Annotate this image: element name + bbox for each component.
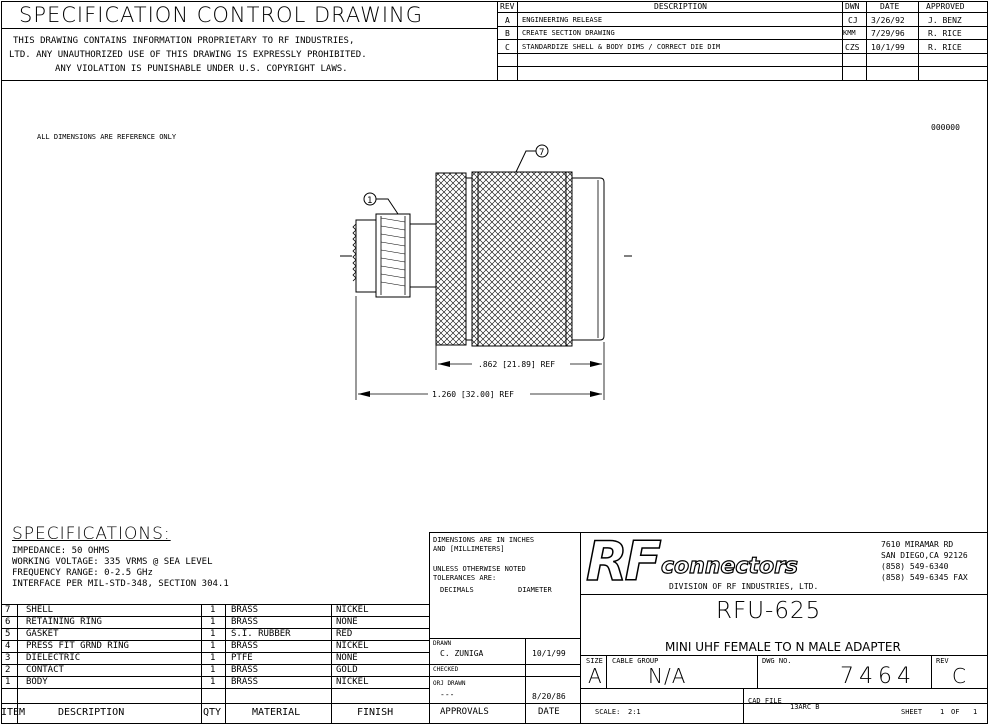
bom-description-1: BODY — [26, 677, 48, 687]
bom-material-5: S.I. RUBBER — [231, 629, 291, 639]
company-logo-word: connectors — [661, 554, 799, 579]
rev-row-c-date: 10/1/99 — [871, 43, 905, 52]
bom-qty-1: 1 — [210, 677, 216, 687]
shell-plain — [572, 178, 604, 340]
spec-line-frequency: FREQUENCY RANGE: 0-2.5 GHz — [12, 568, 153, 578]
bom-finish-6: NONE — [336, 617, 358, 627]
dimension-large: 1.260 [32.00] REF — [432, 390, 514, 399]
dimension-small: .862 [21.89] REF — [478, 360, 556, 369]
bom-description-5: GASKET — [26, 629, 59, 639]
bom-header-material: MATERIAL — [252, 707, 301, 718]
neck — [410, 224, 436, 287]
bom-item-3: 3 — [5, 653, 11, 663]
divider — [580, 594, 988, 595]
divider — [429, 638, 580, 639]
orig-drawn-date: 8/20/86 — [532, 692, 566, 701]
notice-line-1: THIS DRAWING CONTAINS INFORMATION PROPRIETARY TO RF INDUSTRIES, — [13, 36, 355, 46]
dwg-no-value: 7464 — [840, 664, 916, 689]
balloon-1-label: 1 — [367, 196, 373, 206]
gasket-groove — [466, 178, 472, 340]
tolerance-line-2: AND [MILLIMETERS] — [433, 545, 505, 553]
drawn-name: C. ZUNIGA — [440, 649, 484, 658]
part-code: 000000 — [931, 123, 960, 132]
company-logo-letters: RF — [586, 530, 659, 593]
approved-header: APPROVED — [926, 2, 965, 11]
rev-row-b-approved: R. RICE — [928, 29, 962, 38]
bom-material-4: BRASS — [231, 641, 259, 651]
rev-row-c-description: STANDARDIZE SHELL & BODY DIMS / CORRECT DIE DIM — [522, 43, 721, 51]
tolerance-line-1: DIMENSIONS ARE IN INCHES — [433, 536, 535, 544]
address-line-2: SAN DIEGO,CA 92126 — [881, 551, 968, 560]
bom-qty-6: 1 — [210, 617, 216, 627]
part-number: RFU-625 — [716, 598, 822, 624]
bom-finish-7: NICKEL — [336, 605, 369, 615]
orig-drawn-label: ORJ DRAWN — [433, 680, 466, 687]
bom-description-3: DIELECTRIC — [26, 653, 81, 663]
dwn-header: DWN — [845, 2, 860, 11]
orig-drawn-name: --- — [440, 690, 455, 699]
bom-finish-1: NICKEL — [336, 677, 369, 687]
date-header: DATE — [880, 2, 900, 11]
description-header: DESCRIPTION — [654, 2, 707, 11]
cad-file-label: CAD FILE — [748, 697, 782, 705]
threaded-end — [348, 220, 376, 292]
divider — [743, 688, 744, 724]
bom-item-6: 6 — [5, 617, 11, 627]
bom-header-finish: FINISH — [357, 707, 394, 718]
rev-row-c-rev: C — [505, 43, 510, 52]
bom-description-6: RETAINING RING — [26, 617, 102, 627]
bom-item-5: 5 — [5, 629, 11, 639]
scale-label: SCALE: — [595, 708, 621, 716]
divider — [580, 532, 581, 724]
rev-row-b-description: CREATE SECTION DRAWING — [522, 29, 615, 37]
tolerance-line-4: TOLERANCES ARE: — [433, 574, 497, 582]
rev-row-c-approved: R. RICE — [928, 43, 962, 52]
bom-qty-7: 1 — [210, 605, 216, 615]
date-label: DATE — [538, 707, 560, 717]
bom-item-1: 1 — [5, 677, 11, 687]
notice-line-2: LTD. ANY UNAUTHORIZED USE OF THIS DRAWING IS EXPRESSLY PROHIBITED. — [9, 50, 367, 60]
rev-row-b-dwn: KMM — [843, 29, 856, 37]
retaining-ring — [436, 173, 466, 345]
bom-material-6: BRASS — [231, 617, 259, 627]
divider — [525, 638, 526, 724]
dwg-no-label: DWG NO. — [762, 657, 792, 665]
divider — [429, 664, 580, 665]
scale-value: 2:1 — [628, 708, 641, 716]
size-value: A — [588, 664, 603, 688]
tolerance-line-3: UNLESS OTHERWISE NOTED — [433, 565, 526, 573]
spec-line-impedance: IMPEDANCE: 50 OHMS — [12, 546, 110, 556]
bom-qty-3: 1 — [210, 653, 216, 663]
sheet-value: 1 — [940, 708, 945, 716]
rev-row-b-date: 7/29/96 — [871, 29, 905, 38]
divider — [931, 655, 932, 688]
of-label: OF — [951, 708, 960, 716]
bom-material-3: PTFE — [231, 653, 253, 663]
address-line-3: (858) 549-6340 — [881, 562, 949, 571]
bom-qty-2: 1 — [210, 665, 216, 675]
address-line-4: (858) 549-6345 FAX — [881, 573, 968, 582]
divider — [429, 676, 580, 677]
bom-material-1: BRASS — [231, 677, 259, 687]
drawn-label: DRAWN — [433, 640, 452, 647]
thread-body — [376, 214, 410, 297]
rev-row-a-approved: J. BENZ — [928, 16, 962, 25]
bom-item-7: 7 — [5, 605, 11, 615]
bom-item-4: 4 — [5, 641, 11, 651]
rev-row-c-dwn: CZS — [845, 43, 860, 52]
bom-finish-4: NICKEL — [336, 641, 369, 651]
cable-group-label: CABLE GROUP — [612, 657, 659, 665]
rev-value: C — [952, 664, 967, 688]
tolerance-decimals: DECIMALS — [440, 586, 474, 594]
bom-description-7: SHELL — [26, 605, 54, 615]
company-division: DIVISION OF RF INDUSTRIES, LTD. — [669, 582, 819, 591]
tolerance-diameter: DIAMETER — [518, 586, 552, 594]
bom-qty-5: 1 — [210, 629, 216, 639]
size-label: SIZE — [586, 657, 603, 665]
drawn-date: 10/1/99 — [532, 649, 566, 658]
bom-header-qty: QTY — [203, 707, 222, 718]
bom-description-4: PRESS FIT GRND RING — [26, 641, 129, 651]
rev-label: REV — [936, 657, 949, 665]
divider — [429, 532, 988, 533]
approvals-label: APPROVALS — [440, 707, 489, 717]
of-value: 1 — [973, 708, 978, 716]
bom-material-7: BRASS — [231, 605, 259, 615]
bom-item-2: 2 — [5, 665, 11, 675]
address-line-1: 7610 MIRAMAR RD — [881, 540, 954, 549]
cable-group-value: N/A — [648, 664, 687, 688]
checked-label: CHECKED — [433, 666, 459, 673]
cad-file-value: 13ARC B — [790, 703, 820, 711]
bom-finish-5: RED — [336, 629, 353, 639]
divider — [757, 655, 758, 688]
specifications-heading: SPECIFICATIONS: — [12, 524, 171, 544]
drawing-title: SPECIFICATION CONTROL DRAWING — [19, 3, 424, 27]
divider — [606, 655, 607, 688]
spec-line-voltage: WORKING VOLTAGE: 335 VRMS @ SEA LEVEL — [12, 557, 213, 567]
bom-description-2: CONTACT — [26, 665, 64, 675]
reference-note: ALL DIMENSIONS ARE REFERENCE ONLY — [37, 133, 177, 141]
rev-row-a-date: 3/26/92 — [871, 16, 905, 25]
divider — [580, 688, 988, 689]
sheet-label: SHEET — [901, 708, 923, 716]
rev-row-a-dwn: CJ — [848, 16, 858, 25]
bom-header-item: ITEM — [1, 707, 26, 718]
rev-row-a-description: ENGINEERING RELEASE — [522, 16, 603, 24]
bom-finish-2: GOLD — [336, 665, 358, 675]
divider — [580, 655, 988, 656]
notice-line-3: ANY VIOLATION IS PUNISHABLE UNDER U.S. COPYRIGHT LAWS. — [55, 64, 348, 74]
spec-line-interface: INTERFACE PER MIL-STD-348, SECTION 304.1 — [12, 579, 229, 589]
rev-row-b-rev: B — [505, 29, 510, 38]
bom-finish-3: NONE — [336, 653, 358, 663]
rev-row-a-rev: A — [505, 16, 510, 25]
rev-header: REV — [500, 2, 515, 11]
part-description: MINI UHF FEMALE TO N MALE ADAPTER — [665, 640, 901, 654]
bom-header-description: DESCRIPTION — [58, 707, 125, 718]
bom-material-2: BRASS — [231, 665, 259, 675]
balloon-7-label: 7 — [539, 148, 545, 158]
bom-qty-4: 1 — [210, 641, 216, 651]
shell-knurl — [472, 172, 572, 346]
